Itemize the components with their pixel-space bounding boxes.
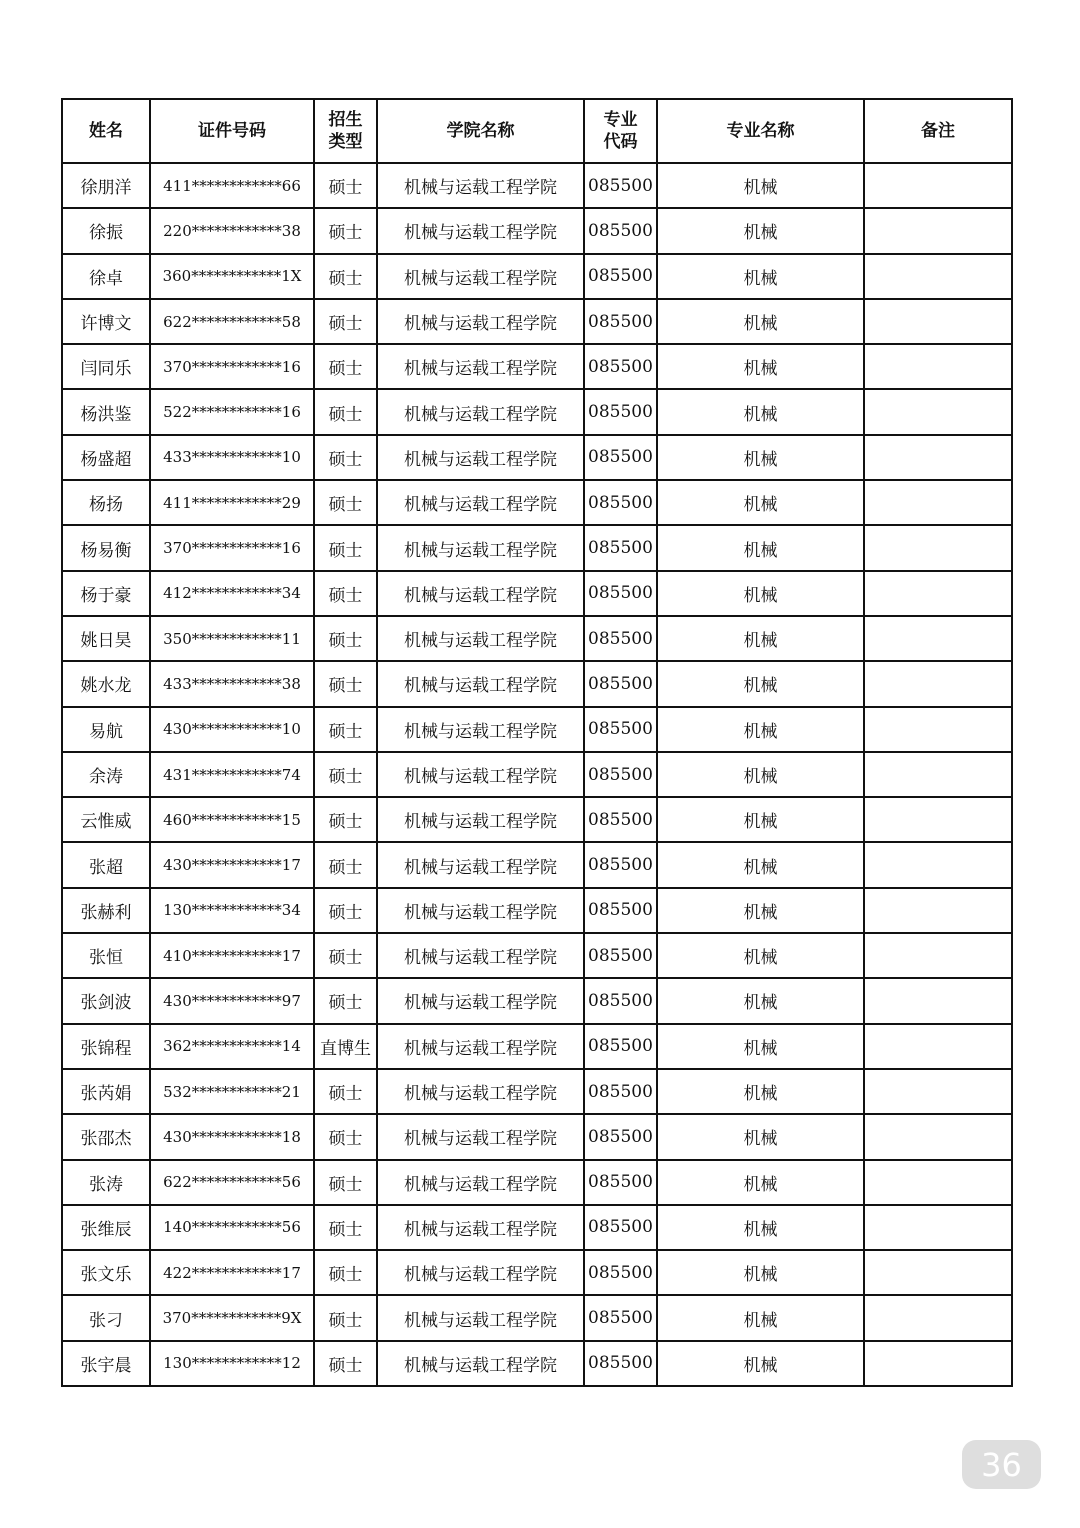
cell-major-name: 机械 — [657, 435, 864, 480]
cell-major-code: 085500 — [584, 299, 657, 344]
cell-enroll-type: 硕士 — [314, 525, 377, 570]
table-row — [62, 344, 1012, 389]
cell-major-code: 085500 — [584, 525, 657, 570]
cell-enroll-type: 硕士 — [314, 933, 377, 978]
cell-major-name: 机械 — [657, 571, 864, 616]
cell-id-number: 532************21 — [150, 1069, 314, 1114]
table-row — [62, 707, 1012, 752]
cell-remarks — [864, 842, 1012, 887]
cell-remarks — [864, 661, 1012, 706]
cell-major-code: 085500 — [584, 1114, 657, 1159]
cell-name: 张锦程 — [62, 1024, 150, 1069]
cell-name: 杨易衡 — [62, 525, 150, 570]
cell-major-name: 机械 — [657, 389, 864, 434]
cell-college: 机械与运载工程学院 — [377, 480, 584, 525]
cell-major-name: 机械 — [657, 254, 864, 299]
cell-major-name: 机械 — [657, 888, 864, 933]
cell-major-name: 机械 — [657, 299, 864, 344]
cell-college: 机械与运载工程学院 — [377, 933, 584, 978]
cell-major-code: 085500 — [584, 842, 657, 887]
cell-id-number: 622************56 — [150, 1160, 314, 1205]
cell-enroll-type: 硕士 — [314, 254, 377, 299]
cell-major-name: 机械 — [657, 480, 864, 525]
cell-major-code: 085500 — [584, 978, 657, 1023]
cell-id-number: 362************14 — [150, 1024, 314, 1069]
cell-college: 机械与运载工程学院 — [377, 1024, 584, 1069]
table-row — [62, 163, 1012, 208]
header-major-name: 专业名称 — [657, 99, 864, 163]
cell-college: 机械与运载工程学院 — [377, 344, 584, 389]
cell-major-code: 085500 — [584, 752, 657, 797]
table-row — [62, 752, 1012, 797]
student-list-table — [61, 98, 1013, 1387]
cell-major-code: 085500 — [584, 888, 657, 933]
cell-enroll-type: 硕士 — [314, 1341, 377, 1386]
cell-name: 杨洪鉴 — [62, 389, 150, 434]
cell-major-code: 085500 — [584, 797, 657, 842]
cell-id-number: 430************17 — [150, 842, 314, 887]
table-row — [62, 1114, 1012, 1159]
cell-remarks — [864, 1024, 1012, 1069]
cell-enroll-type: 硕士 — [314, 299, 377, 344]
cell-id-number: 431************74 — [150, 752, 314, 797]
page-number-badge: 36 — [962, 1440, 1041, 1489]
cell-remarks — [864, 1250, 1012, 1295]
cell-remarks — [864, 435, 1012, 480]
cell-name: 许博文 — [62, 299, 150, 344]
cell-enroll-type: 硕士 — [314, 435, 377, 480]
cell-name: 杨盛超 — [62, 435, 150, 480]
cell-remarks — [864, 1069, 1012, 1114]
cell-major-name: 机械 — [657, 163, 864, 208]
cell-id-number: 430************18 — [150, 1114, 314, 1159]
table-row — [62, 1024, 1012, 1069]
cell-id-number: 350************11 — [150, 616, 314, 661]
header-college: 学院名称 — [377, 99, 584, 163]
cell-enroll-type: 直博生 — [314, 1024, 377, 1069]
header-name: 姓名 — [62, 99, 150, 163]
cell-remarks — [864, 571, 1012, 616]
cell-enroll-type: 硕士 — [314, 978, 377, 1023]
table-row — [62, 1205, 1012, 1250]
cell-major-name: 机械 — [657, 616, 864, 661]
cell-major-name: 机械 — [657, 797, 864, 842]
cell-college: 机械与运载工程学院 — [377, 1341, 584, 1386]
cell-major-code: 085500 — [584, 480, 657, 525]
table-header-row — [62, 99, 1012, 163]
cell-name: 张邵杰 — [62, 1114, 150, 1159]
cell-enroll-type: 硕士 — [314, 707, 377, 752]
cell-name: 张文乐 — [62, 1250, 150, 1295]
table-row — [62, 933, 1012, 978]
cell-enroll-type: 硕士 — [314, 480, 377, 525]
table-row — [62, 480, 1012, 525]
cell-remarks — [864, 299, 1012, 344]
cell-id-number: 370************16 — [150, 344, 314, 389]
cell-college: 机械与运载工程学院 — [377, 1250, 584, 1295]
cell-college: 机械与运载工程学院 — [377, 525, 584, 570]
cell-name: 张涛 — [62, 1160, 150, 1205]
cell-enroll-type: 硕士 — [314, 208, 377, 253]
cell-id-number: 622************58 — [150, 299, 314, 344]
table-row — [62, 571, 1012, 616]
cell-remarks — [864, 1295, 1012, 1340]
cell-major-name: 机械 — [657, 707, 864, 752]
cell-id-number: 430************97 — [150, 978, 314, 1023]
cell-name: 徐卓 — [62, 254, 150, 299]
cell-major-name: 机械 — [657, 208, 864, 253]
cell-id-number: 410************17 — [150, 933, 314, 978]
cell-major-code: 085500 — [584, 254, 657, 299]
cell-major-name: 机械 — [657, 344, 864, 389]
cell-major-name: 机械 — [657, 661, 864, 706]
cell-major-code: 085500 — [584, 389, 657, 434]
cell-id-number: 411************29 — [150, 480, 314, 525]
cell-name: 张宇晨 — [62, 1341, 150, 1386]
cell-enroll-type: 硕士 — [314, 1250, 377, 1295]
cell-name: 易航 — [62, 707, 150, 752]
cell-college: 机械与运载工程学院 — [377, 707, 584, 752]
cell-remarks — [864, 525, 1012, 570]
table-body — [62, 163, 1012, 1386]
cell-remarks — [864, 1160, 1012, 1205]
cell-remarks — [864, 208, 1012, 253]
cell-id-number: 130************34 — [150, 888, 314, 933]
cell-enroll-type: 硕士 — [314, 1114, 377, 1159]
cell-college: 机械与运载工程学院 — [377, 797, 584, 842]
table-row — [62, 1250, 1012, 1295]
cell-name: 闫同乐 — [62, 344, 150, 389]
cell-remarks — [864, 797, 1012, 842]
cell-name: 余涛 — [62, 752, 150, 797]
cell-college: 机械与运载工程学院 — [377, 661, 584, 706]
cell-remarks — [864, 1114, 1012, 1159]
cell-name: 姚水龙 — [62, 661, 150, 706]
cell-id-number: 522************16 — [150, 389, 314, 434]
cell-major-name: 机械 — [657, 1114, 864, 1159]
cell-major-code: 085500 — [584, 1069, 657, 1114]
cell-college: 机械与运载工程学院 — [377, 1114, 584, 1159]
table-row — [62, 299, 1012, 344]
table-row — [62, 1160, 1012, 1205]
cell-remarks — [864, 616, 1012, 661]
cell-college: 机械与运载工程学院 — [377, 1160, 584, 1205]
cell-remarks — [864, 752, 1012, 797]
cell-id-number: 370************16 — [150, 525, 314, 570]
cell-id-number: 411************66 — [150, 163, 314, 208]
cell-name: 徐振 — [62, 208, 150, 253]
table-row — [62, 389, 1012, 434]
cell-major-name: 机械 — [657, 842, 864, 887]
cell-name: 杨扬 — [62, 480, 150, 525]
cell-college: 机械与运载工程学院 — [377, 163, 584, 208]
cell-enroll-type: 硕士 — [314, 1205, 377, 1250]
cell-name: 张恒 — [62, 933, 150, 978]
table-row — [62, 842, 1012, 887]
cell-college: 机械与运载工程学院 — [377, 1295, 584, 1340]
cell-college: 机械与运载工程学院 — [377, 1205, 584, 1250]
cell-id-number: 433************10 — [150, 435, 314, 480]
cell-enroll-type: 硕士 — [314, 1295, 377, 1340]
cell-remarks — [864, 1205, 1012, 1250]
cell-college: 机械与运载工程学院 — [377, 389, 584, 434]
cell-college: 机械与运载工程学院 — [377, 978, 584, 1023]
table-row — [62, 616, 1012, 661]
cell-major-code: 085500 — [584, 163, 657, 208]
cell-remarks — [864, 254, 1012, 299]
cell-name: 张赫利 — [62, 888, 150, 933]
cell-id-number: 412************34 — [150, 571, 314, 616]
cell-major-code: 085500 — [584, 1160, 657, 1205]
cell-id-number: 220************38 — [150, 208, 314, 253]
cell-remarks — [864, 163, 1012, 208]
cell-major-name: 机械 — [657, 1250, 864, 1295]
cell-enroll-type: 硕士 — [314, 163, 377, 208]
cell-remarks — [864, 344, 1012, 389]
header-enroll-type — [314, 99, 377, 163]
header-major-code — [584, 99, 657, 163]
table-row — [62, 254, 1012, 299]
cell-name: 姚日昊 — [62, 616, 150, 661]
cell-major-name: 机械 — [657, 933, 864, 978]
cell-major-code: 085500 — [584, 1250, 657, 1295]
cell-id-number: 370************9X — [150, 1295, 314, 1340]
cell-enroll-type: 硕士 — [314, 1160, 377, 1205]
cell-id-number: 430************10 — [150, 707, 314, 752]
table-row — [62, 525, 1012, 570]
cell-major-code: 085500 — [584, 1341, 657, 1386]
cell-enroll-type: 硕士 — [314, 842, 377, 887]
cell-college: 机械与运载工程学院 — [377, 752, 584, 797]
cell-major-code: 085500 — [584, 571, 657, 616]
cell-major-code: 085500 — [584, 435, 657, 480]
cell-college: 机械与运载工程学院 — [377, 571, 584, 616]
cell-major-name: 机械 — [657, 1205, 864, 1250]
cell-id-number: 460************15 — [150, 797, 314, 842]
cell-id-number: 422************17 — [150, 1250, 314, 1295]
cell-major-code: 085500 — [584, 616, 657, 661]
cell-enroll-type: 硕士 — [314, 344, 377, 389]
cell-college: 机械与运载工程学院 — [377, 1069, 584, 1114]
table-row — [62, 1295, 1012, 1340]
cell-major-name: 机械 — [657, 525, 864, 570]
table-row — [62, 661, 1012, 706]
cell-enroll-type: 硕士 — [314, 571, 377, 616]
cell-college: 机械与运载工程学院 — [377, 254, 584, 299]
table-row — [62, 978, 1012, 1023]
cell-name: 张维辰 — [62, 1205, 150, 1250]
header-major-code-line1: 专业 — [603, 110, 638, 130]
cell-enroll-type: 硕士 — [314, 616, 377, 661]
cell-major-code: 085500 — [584, 208, 657, 253]
cell-id-number: 130************12 — [150, 1341, 314, 1386]
cell-id-number: 140************56 — [150, 1205, 314, 1250]
cell-major-name: 机械 — [657, 978, 864, 1023]
table-row — [62, 797, 1012, 842]
cell-id-number: 360************1X — [150, 254, 314, 299]
header-major-code-line2: 代码 — [603, 132, 638, 152]
cell-name: 张芮娟 — [62, 1069, 150, 1114]
cell-enroll-type: 硕士 — [314, 661, 377, 706]
cell-college: 机械与运载工程学院 — [377, 435, 584, 480]
cell-enroll-type: 硕士 — [314, 389, 377, 434]
cell-college: 机械与运载工程学院 — [377, 616, 584, 661]
cell-name: 徐朋洋 — [62, 163, 150, 208]
cell-remarks — [864, 480, 1012, 525]
cell-remarks — [864, 933, 1012, 978]
cell-name: 张超 — [62, 842, 150, 887]
cell-major-code: 085500 — [584, 1295, 657, 1340]
cell-id-number: 433************38 — [150, 661, 314, 706]
cell-college: 机械与运载工程学院 — [377, 299, 584, 344]
cell-major-code: 085500 — [584, 661, 657, 706]
table-row — [62, 208, 1012, 253]
cell-major-code: 085500 — [584, 1205, 657, 1250]
cell-major-name: 机械 — [657, 1295, 864, 1340]
header-enroll-type-line1: 招生 — [328, 110, 363, 130]
cell-remarks — [864, 707, 1012, 752]
cell-enroll-type: 硕士 — [314, 797, 377, 842]
cell-name: 杨于豪 — [62, 571, 150, 616]
cell-enroll-type: 硕士 — [314, 1069, 377, 1114]
cell-enroll-type: 硕士 — [314, 752, 377, 797]
cell-major-name: 机械 — [657, 1024, 864, 1069]
cell-major-code: 085500 — [584, 344, 657, 389]
cell-remarks — [864, 1341, 1012, 1386]
header-id-number: 证件号码 — [150, 99, 314, 163]
cell-remarks — [864, 978, 1012, 1023]
cell-remarks — [864, 888, 1012, 933]
cell-remarks — [864, 389, 1012, 434]
table-row — [62, 435, 1012, 480]
cell-name: 云惟威 — [62, 797, 150, 842]
cell-college: 机械与运载工程学院 — [377, 208, 584, 253]
cell-college: 机械与运载工程学院 — [377, 842, 584, 887]
cell-major-name: 机械 — [657, 752, 864, 797]
cell-name: 张剑波 — [62, 978, 150, 1023]
cell-major-name: 机械 — [657, 1341, 864, 1386]
cell-major-code: 085500 — [584, 707, 657, 752]
table-row — [62, 1069, 1012, 1114]
header-enroll-type-line2: 类型 — [328, 132, 363, 152]
table-row — [62, 888, 1012, 933]
cell-major-code: 085500 — [584, 933, 657, 978]
header-remarks: 备注 — [864, 99, 1012, 163]
cell-major-code: 085500 — [584, 1024, 657, 1069]
table-row — [62, 1341, 1012, 1386]
cell-college: 机械与运载工程学院 — [377, 888, 584, 933]
cell-name: 张刁 — [62, 1295, 150, 1340]
cell-enroll-type: 硕士 — [314, 888, 377, 933]
cell-major-name: 机械 — [657, 1160, 864, 1205]
cell-major-name: 机械 — [657, 1069, 864, 1114]
